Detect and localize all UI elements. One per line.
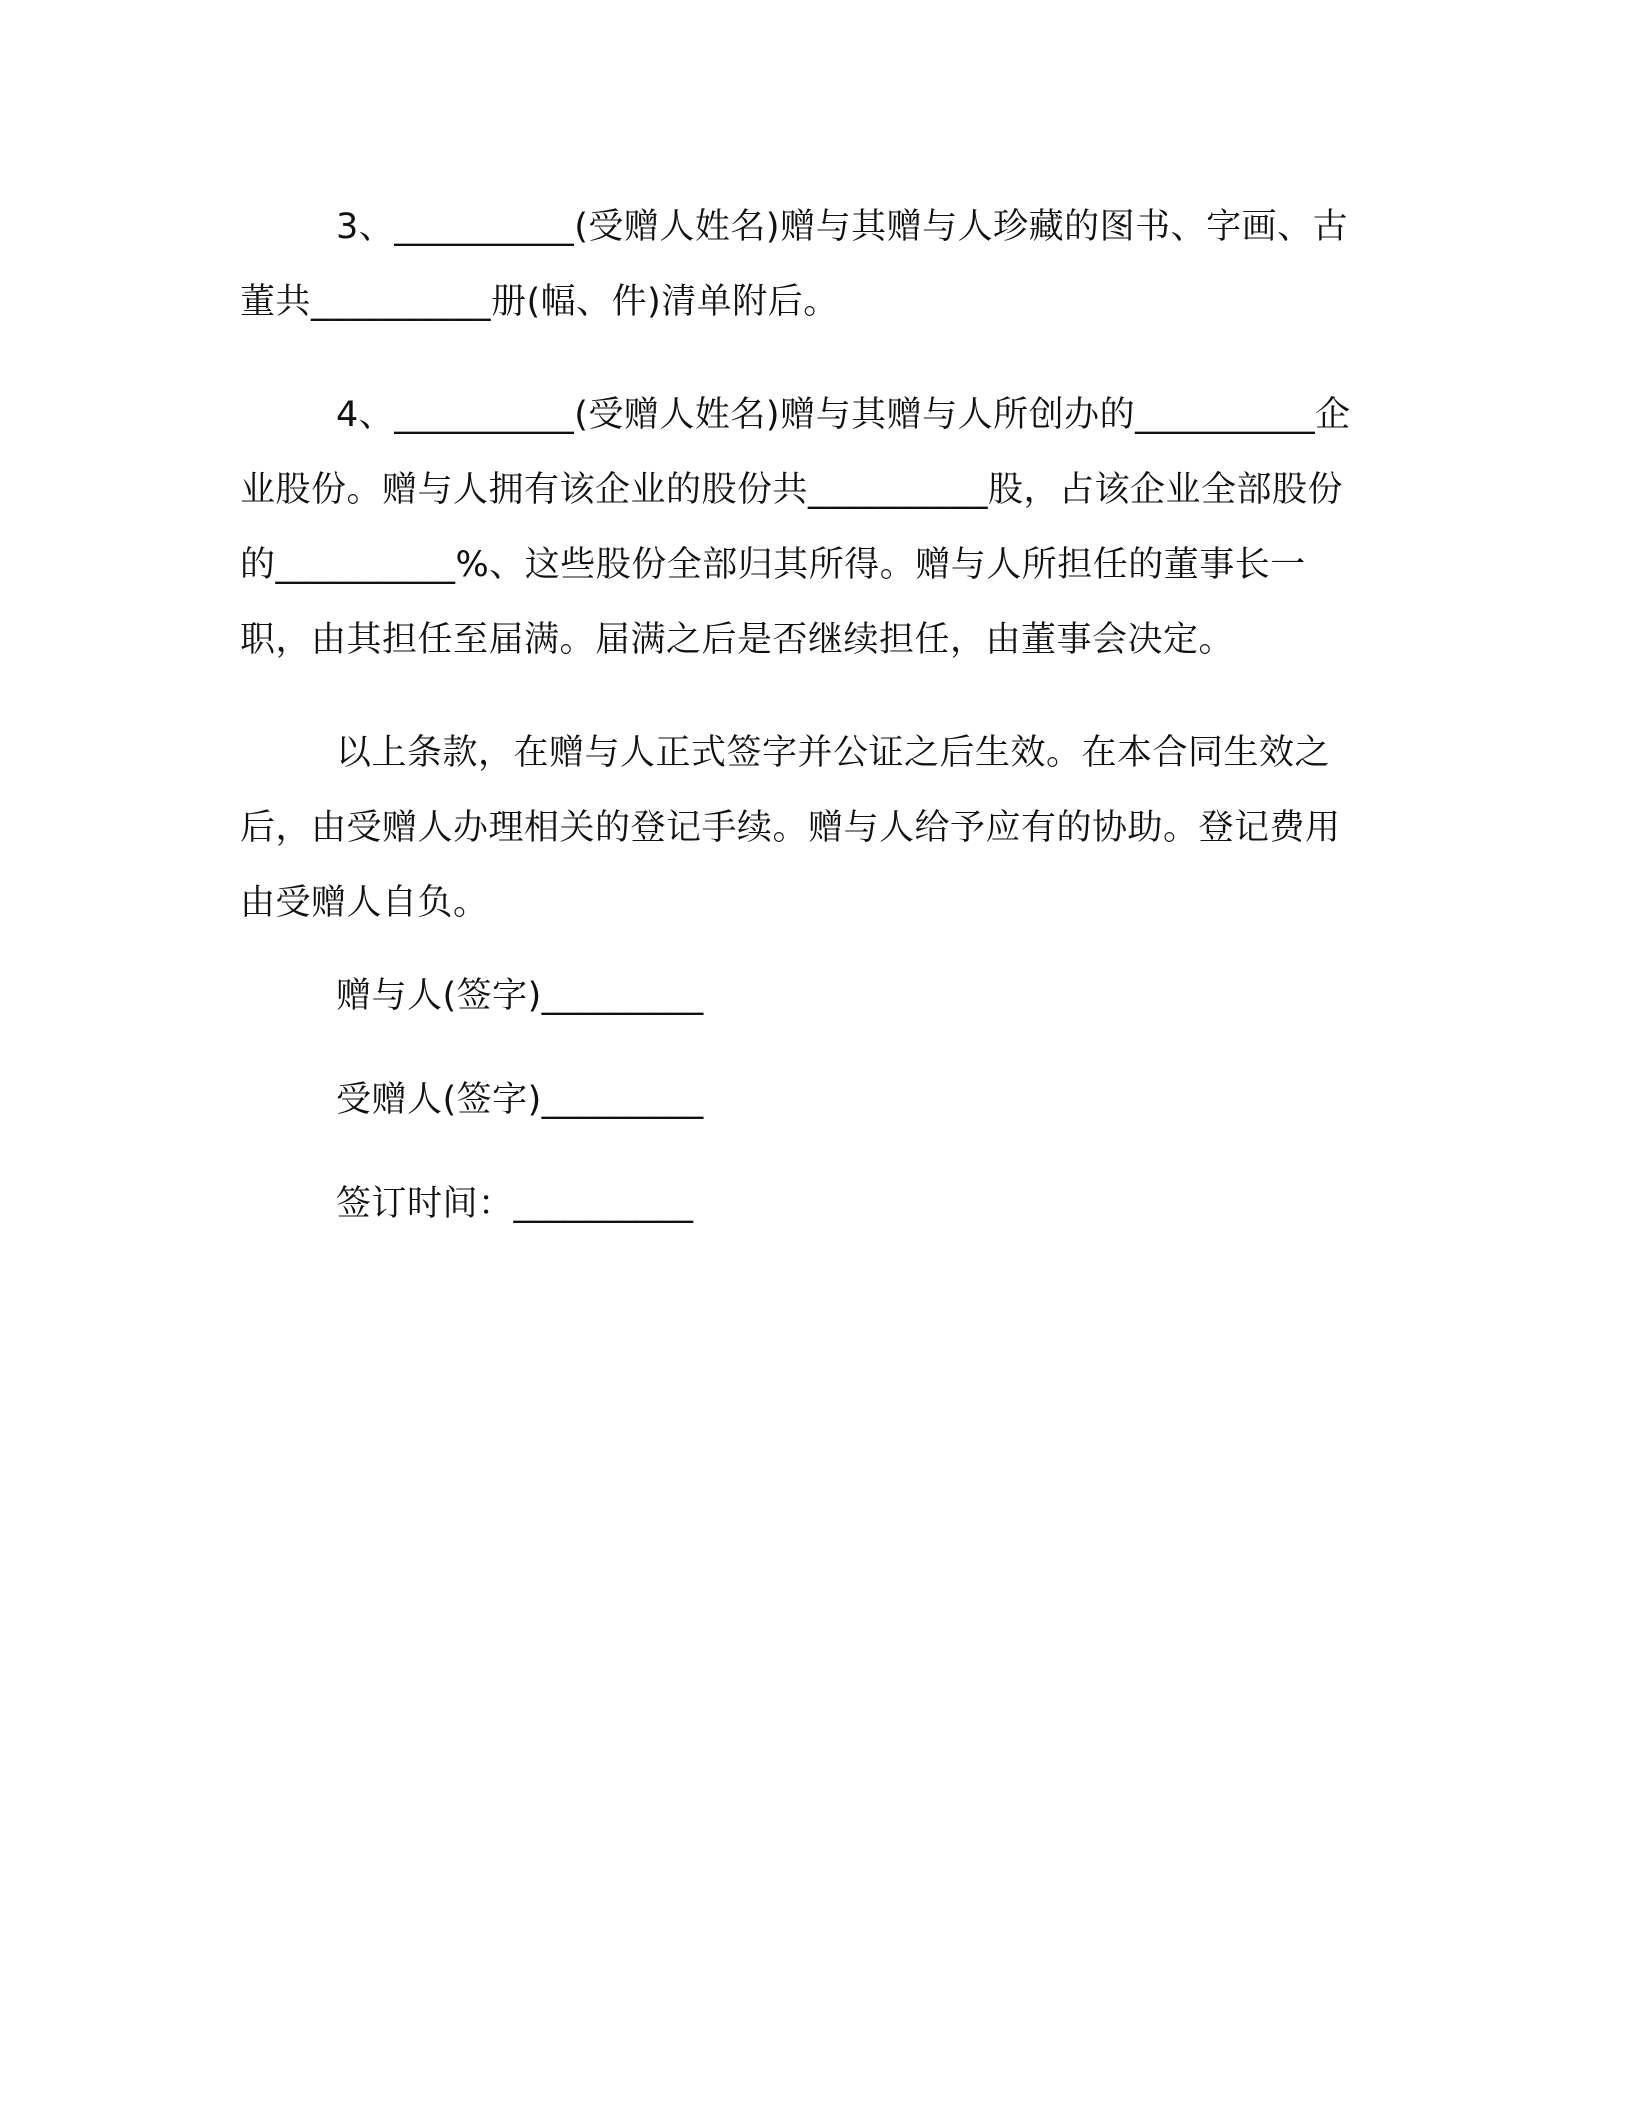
signature-block	[240, 971, 1375, 1229]
donee-signature-line: 受赠人(签字)_________	[336, 1080, 704, 1120]
clause-3-paragraph: 3、__________(受赠人姓名)赠与其赠与人珍藏的图书、字画、古董共__________册(幅、件)清单附后。	[240, 207, 1349, 322]
donor-signature-line: 赠与人(签字)_________	[336, 976, 704, 1016]
effectiveness-paragraph: 以上条款，在赠与人正式签字并公证之后生效。在本合同生效之后，由受赠人办理相关的登记手续。赠与人给予应有的协助。登记费用由受赠人自负。	[240, 733, 1341, 923]
clause-4-paragraph: 4、__________(受赠人姓名)赠与其赠与人所创办的__________企业股份。赠与人拥有该企业的股份共__________股，占该企业全部股份的__________%、这些股份全部归其所得。赠与人所担任的董事长一职，由其担任至届满。届满之后是否继续担任，由董事会决定。	[240, 395, 1351, 660]
document-body	[240, 190, 1375, 1229]
signing-date-line: 签订时间：__________	[336, 1184, 694, 1224]
